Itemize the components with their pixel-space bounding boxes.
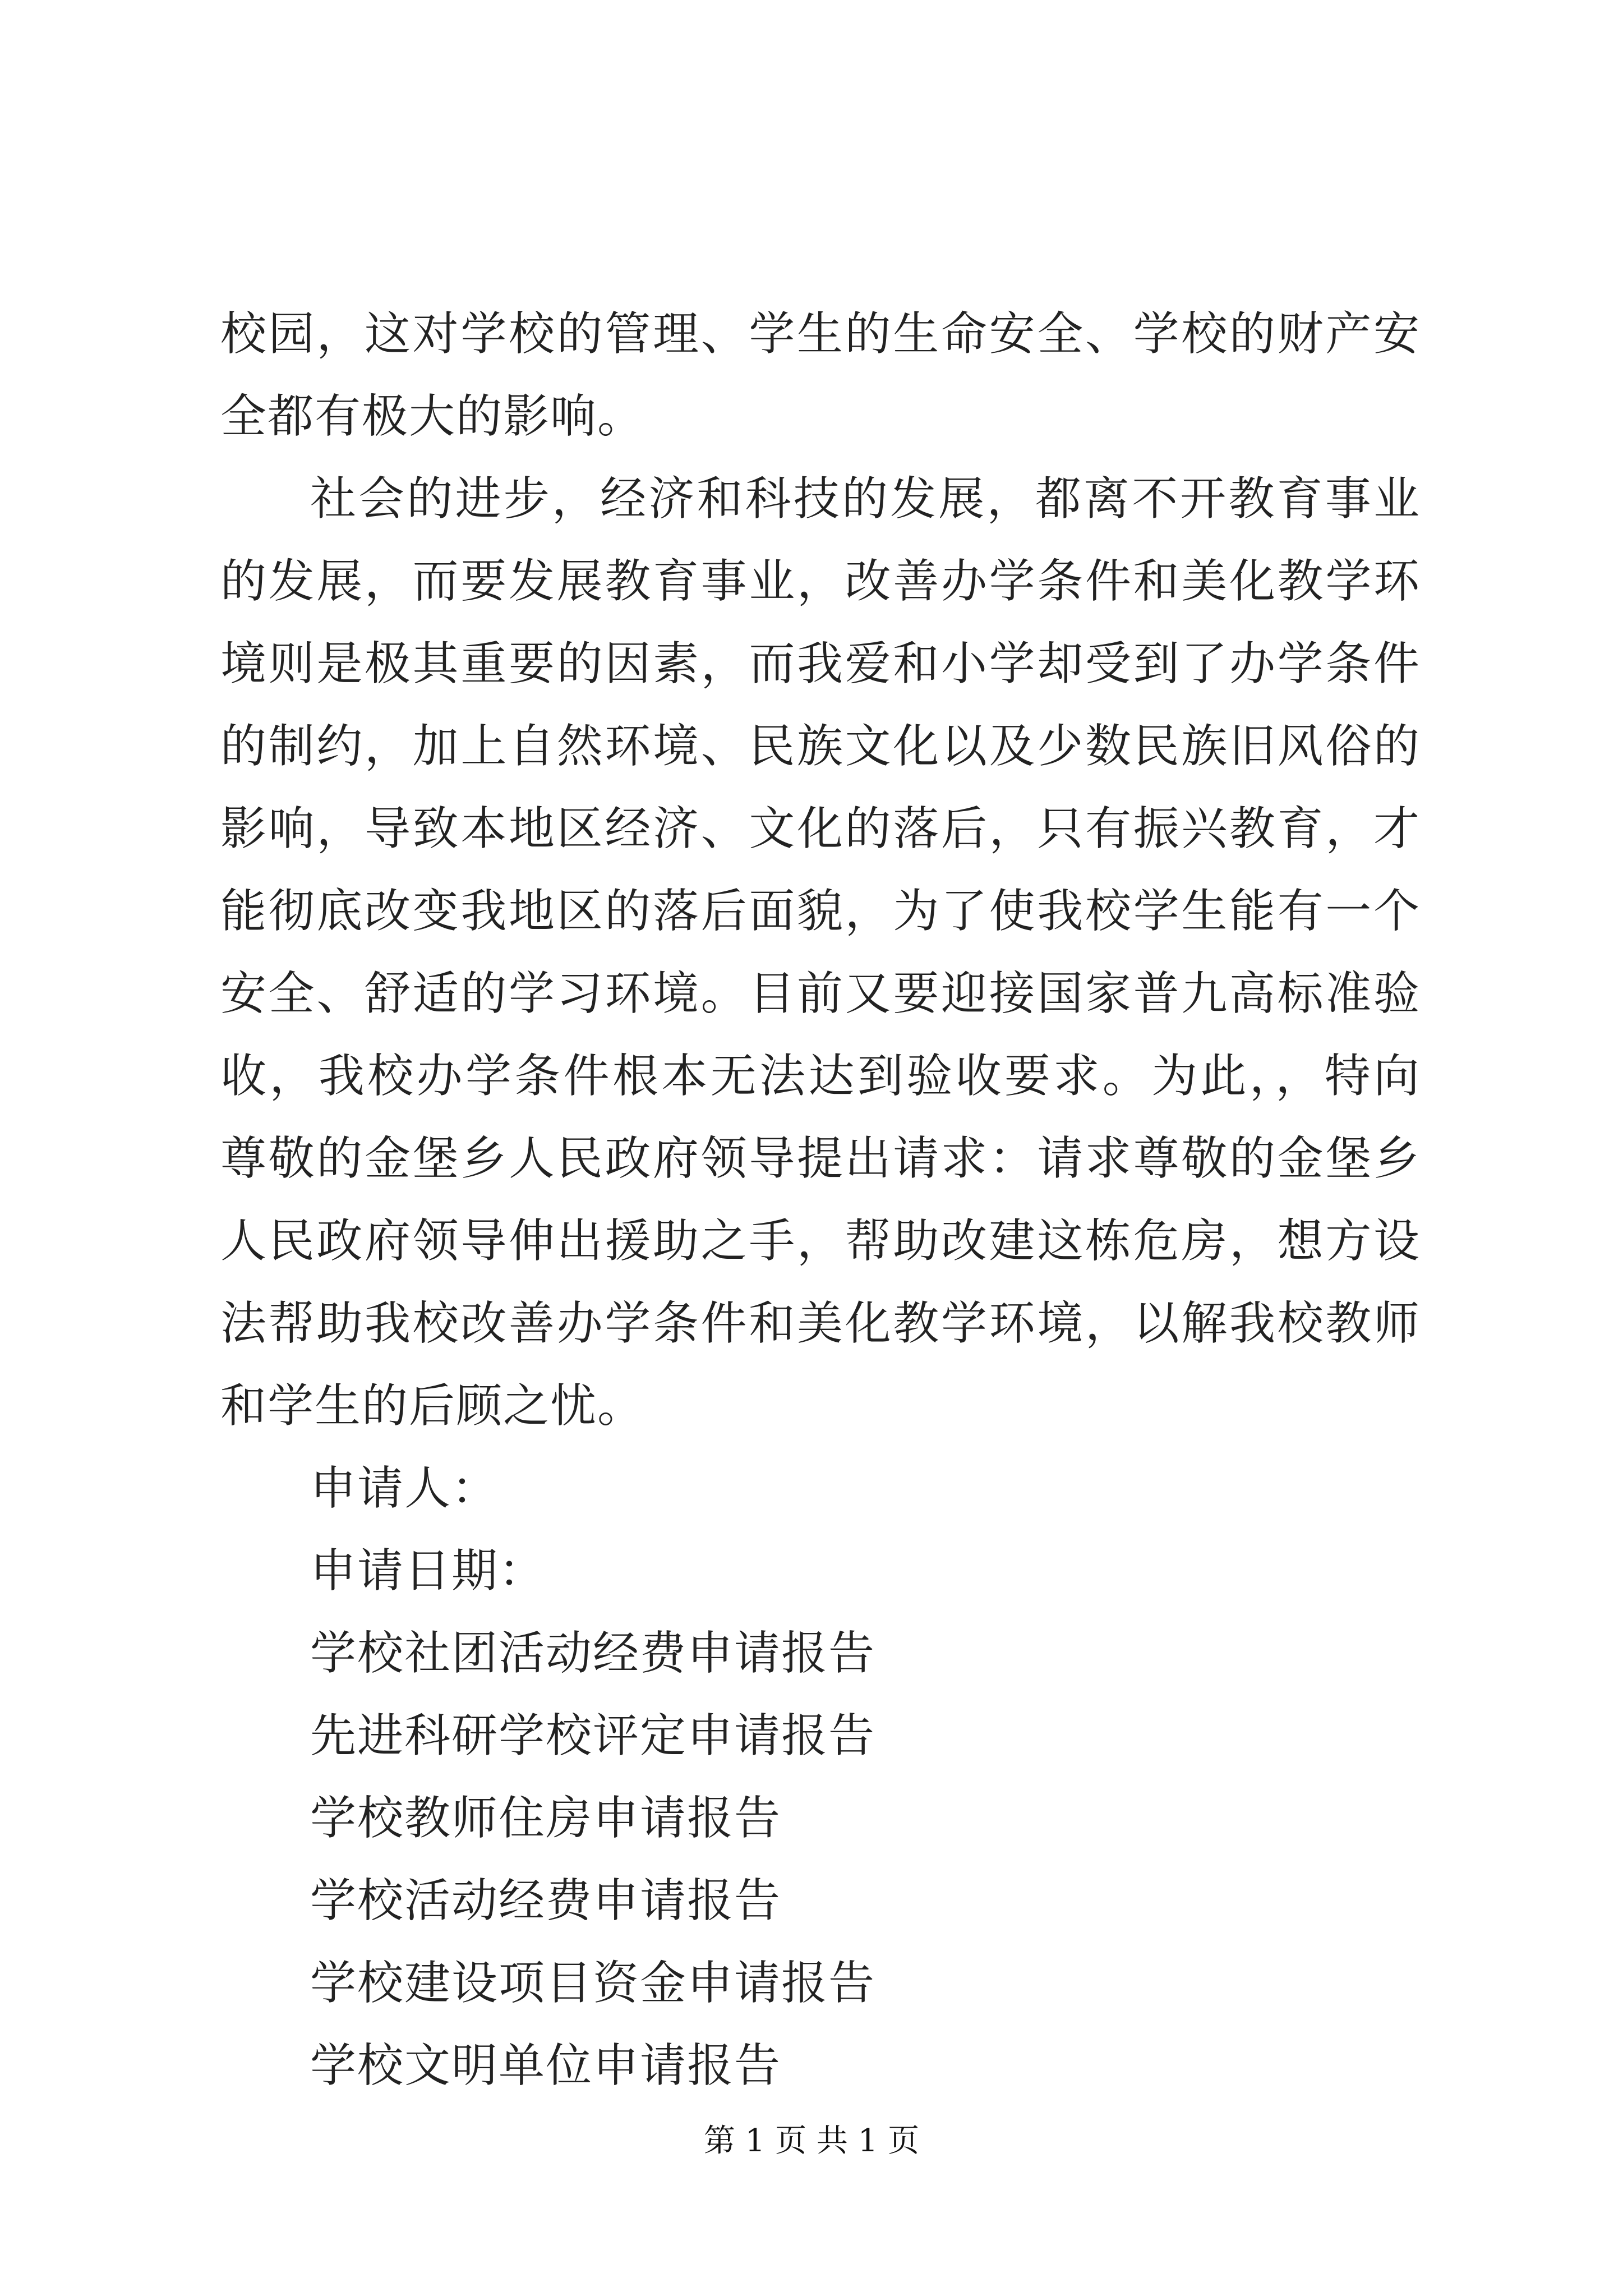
applicant-label: 申请人： [310, 1462, 499, 1515]
date-label: 申请日期： [310, 1544, 546, 1598]
related-title-item: 学校建设项目资金申请报告 [310, 1957, 876, 2010]
paragraph-continuation: 校园，这对学校的管理、学生的生命安全、学校的财产安全都有极大的影响。 [220, 307, 1421, 443]
paragraph-main-request: 社会的进步，经济和科技的发展，都离不开教育事业的发展，而要发展教育事业，改善办学条件和美化教学环境则是极其重要的因素，而我爱和小学却受到了办学条件的制约，加上自然环境、民族文化以及少数民族旧风俗的影响，导致本地区经济、文化的落后，只有振兴教育，才能彻底改变我地区的落后面貌，为了使我校学生能有一个安全、舒适的学习环境。目前又要迎接国家普九高标准验收，我校办学条件根本无法达到验收要求。为此，，特向尊敬的金堡乡人民政府领导提出请求：请求尊敬的金堡乡人民政府领导伸出援助之手，帮助改建这栋危房，想方设法帮助我校改善办学条件和美化教学环境，以解我校教师和学生的后顾之忧。 [220, 472, 1421, 1433]
related-title-item: 先进科研学校评定申请报告 [310, 1709, 876, 1763]
related-title-item: 学校教师住房申请报告 [310, 1792, 782, 1845]
related-title-item: 学校文明单位申请报告 [310, 2039, 782, 2092]
page-number-footer: 第 1 页 共 1 页 [703, 2123, 920, 2159]
related-title-item: 学校活动经费申请报告 [310, 1874, 782, 1927]
document-body [220, 293, 1421, 2107]
related-title-item: 学校社团活动经费申请报告 [310, 1627, 876, 1680]
